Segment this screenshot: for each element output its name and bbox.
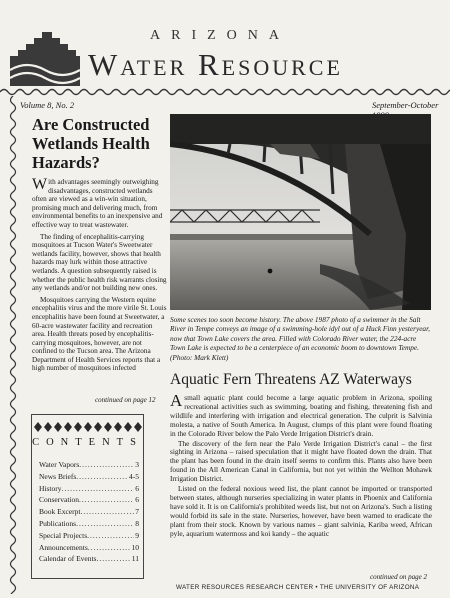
contents-item[interactable]: Calendar of Events ..... 11 (39, 553, 139, 565)
article2-paragraph-2: The discovery of the fern near the Palo Verde Irrigation District's canal – the first sighting in Arizona – raised speculation that it might have floated down the drain. That the plant has been found in the drain itself seems to confirm this. Plants also have been found in the All American Canal in California, but not yet within the Wellton Mohawk Irrigation District. (170, 438, 432, 484)
diamond-ornament (34, 422, 42, 432)
aquatic-fern-article-body (170, 391, 432, 540)
swimmer-icon (268, 269, 273, 274)
diamond-ornament (64, 422, 72, 432)
diamond-ornament (104, 422, 112, 432)
lead-continued-link[interactable]: continued on page 12 (95, 396, 156, 404)
diamond-ornament (134, 422, 142, 432)
contents-box (31, 414, 144, 579)
diamond-ornament (84, 422, 92, 432)
contents-item[interactable]: Announcements ..... 10 (39, 542, 139, 554)
issue-date: September-October (372, 100, 439, 110)
lead-dropcap: W (32, 176, 48, 193)
diamond-ornament (74, 422, 82, 432)
issue-volume: Volume 8, No. 2 (20, 100, 75, 110)
lead-article-title: Are Constructed Wetlands Health Hazards? (32, 115, 150, 172)
lead-paragraph-2: The finding of encephalitis-carrying mosquitoes at Tucson Water's Sweetwater wetlands facility, however, shows that health hazards may lurk within those attractive wetlands. A question subsequently raised is whether the public health risk warrants closing any wetlands and/or not building new ones. (32, 232, 167, 293)
aquatic-fern-article-title: Aquatic Fern Threatens AZ Waterways (170, 371, 412, 388)
lead-article-body (32, 178, 168, 376)
masthead-wavy-rule (0, 86, 450, 98)
diamond-ornament (114, 422, 122, 432)
lead-paragraph-3: Mosquitoes carrying the Western equine encephalitis virus and the more virile St. Louis encephalitis have been found at Sweetwater, a 60-acre wastewater facility and recreation area. Health threats posed by encephalitis-carrying mosquitoes, however, are not confined to the Tucson area. The Arizona Department of Health Services reports that a high number of mosquitoes infected (32, 295, 167, 373)
article2-paragraph-3: Listed on the federal noxious weed list, the plant cannot be imported or transported between states, although nurseries specializing in water plants in Phoenix and California have sold it. It is on California's prohibited weeds list, but not on Arizona's. Such a listing would forbid its sale in the state. Nurseries, however, have been warned to eradicate the plant from their stock. Known by various names – giant salvinia, Kariba weed, African pyle, aquarium watermoss and koi kandy – the aquatic (170, 484, 432, 538)
diamond-ornament (94, 422, 102, 432)
contents-item[interactable]: Water Vapors ..... 3 (39, 459, 139, 471)
diamond-border-icon (32, 421, 143, 433)
article2-paragraph-1: small aquatic plant could become a large aquatic problem in Arizona, spoiling recreational activities such as swimming, boating and fishing, threatening fish and wildlife and interfering with irrigation and electrical generation. The culprit is Salvinia molesta, a native of South America. In August, clumps of this plant were found floating in the Colorado River below the Palo Verde Irrigation District's drain. (170, 393, 432, 438)
contents-item[interactable]: Special Projects ..... 9 (39, 530, 139, 542)
masthead-title: Water Resource (88, 47, 343, 82)
contents-item[interactable]: Publications ..... 8 (39, 518, 139, 530)
contents-list (39, 459, 139, 565)
lead-paragraph-1: ith advantages seemingly outweighing disadvantages, constructed wetlands often are viewed as a win-win situation, promising much and delivering much, from environmental benefits to an inexpensive and effective way to treat wastewater. (32, 178, 163, 229)
diamond-ornament (54, 422, 62, 432)
left-margin-wavy-rule (7, 96, 19, 594)
contents-title: CONTENTS (32, 437, 143, 448)
masthead-state-name: ARIZONA (150, 28, 290, 43)
article2-dropcap: A (170, 391, 183, 410)
contents-item[interactable]: Book Excerpt ..... 7 (39, 506, 139, 518)
stepped-pyramid-logo (10, 30, 80, 86)
river-bridge-photo (170, 114, 431, 310)
article2-continued-link[interactable]: continued on page 2 (370, 573, 427, 581)
photo-caption: Some scenes too soon become history. The above 1987 photo of a swimmer in the Salt River in Tempe conveys an image of a swimming-hole idyl out of a Huck Finn yesteryear, now that Town Lake covers the area. Filled with Colorado River water, the 224-acre Town Lake is expected to be a centerpiece of an economic boom to downtown Tempe. (Photo: Mark Klett) (170, 315, 430, 362)
contents-item[interactable]: News Briefs ..... 4-5 (39, 471, 139, 483)
diamond-ornament (124, 422, 132, 432)
contents-item[interactable]: Conservation ..... 6 (39, 494, 139, 506)
page-footer: WATER RESOURCES RESEARCH CENTER • THE UNIVERSITY OF ARIZONA (176, 584, 420, 591)
diamond-ornament (44, 422, 52, 432)
contents-item[interactable]: History ..... 6 (39, 483, 139, 495)
